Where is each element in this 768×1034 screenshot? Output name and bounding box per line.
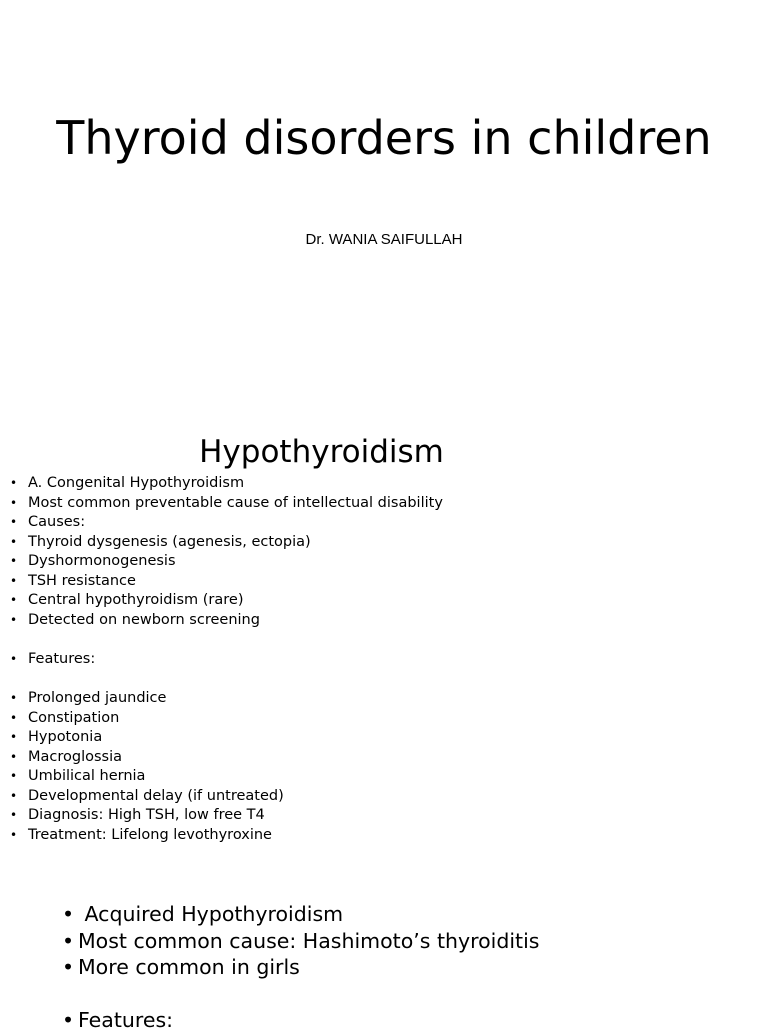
list-item [10,513,443,533]
bullet-icon: • [10,808,18,823]
list-item-text: Thyroid dysgenesis (agenesis, ectopia) [28,533,311,550]
bullet-icon: • [62,928,75,953]
bullet-icon: • [10,710,18,725]
bullet-icon: • [10,476,18,490]
list-item-text: Prolonged jaundice [28,690,167,707]
bullet-icon: • [10,495,18,510]
bullet-icon: • [10,612,18,627]
list-item-text: A. Congenital Hypothyroidism [28,475,245,491]
bullet-icon: • [10,730,18,745]
bullet-icon: • [10,573,18,588]
bullet-icon: • [10,827,18,842]
bullet-icon: • [10,691,18,706]
list-item [10,806,443,826]
list-item-text: Acquired Hypothyroidism [78,902,344,926]
acquired-hypothyroidism-list [62,901,539,1034]
slide-subtitle: Dr. WANIA SAIFULLAH [305,231,463,248]
list-item [10,474,443,494]
list-item-text: Detected on newborn screening [28,611,260,628]
list-item [10,552,443,572]
list-item [10,767,443,787]
list-item [10,650,443,670]
list-item [10,709,443,729]
bullet-icon: • [10,788,18,803]
list-item [62,1007,539,1034]
list-item-text: Most common preventable cause of intellectual disability [28,494,443,511]
bullet-icon: • [10,651,18,666]
list-item-text: Hypotonia [28,729,103,746]
blank-line [10,630,443,650]
list-item-text: TSH resistance [28,572,136,589]
slide-title [0,112,768,165]
bullet-icon: • [10,534,18,549]
list-item-text: Diagnosis: High TSH, low free T4 [28,807,265,824]
list-item [10,572,443,592]
list-item-text: Central hypothyroidism (rare) [28,592,244,609]
list-item [10,611,443,631]
list-item-text: More common in girls [78,955,300,979]
list-item [10,591,443,611]
hypothyroidism-bullet-list [10,474,443,845]
bullet-icon: • [10,593,18,608]
bullet-icon: • [10,769,18,784]
list-item [10,689,443,709]
list-item-text: Macroglossia [28,748,123,765]
list-item-text: Dyshormonogenesis [28,553,176,570]
bullet-icon: • [10,554,18,569]
list-item-text: Umbilical hernia [28,768,146,785]
list-item-text: Treatment: Lifelong levothyroxine [28,826,272,843]
bullet-icon: • [62,955,75,979]
list-item [10,728,443,748]
list-item [10,748,443,768]
list-item [10,494,443,514]
bullet-icon: • [10,749,18,764]
section-heading-hypothyroidism: Hypothyroidism [199,434,444,470]
list-item [10,826,443,846]
slide-title-text: Thyroid disorders in children [56,111,712,165]
blank-line [62,981,539,1008]
list-item-text: Developmental delay (if untreated) [28,787,284,804]
bullet-icon: • [10,515,18,530]
list-item-text: Features: [28,650,96,667]
blank-line [10,669,443,689]
bullet-icon: • [62,1008,75,1032]
list-item [62,928,539,955]
list-item-text: Constipation [28,709,120,726]
list-item [10,533,443,553]
list-item-text: Most common cause: Hashimoto’s thyroiditis [78,928,540,953]
list-item [10,787,443,807]
list-item-text: Causes: [28,514,86,531]
list-item-text: Features: [78,1008,174,1032]
list-item [62,954,539,981]
list-item [62,901,539,928]
bullet-icon: • [62,902,75,926]
